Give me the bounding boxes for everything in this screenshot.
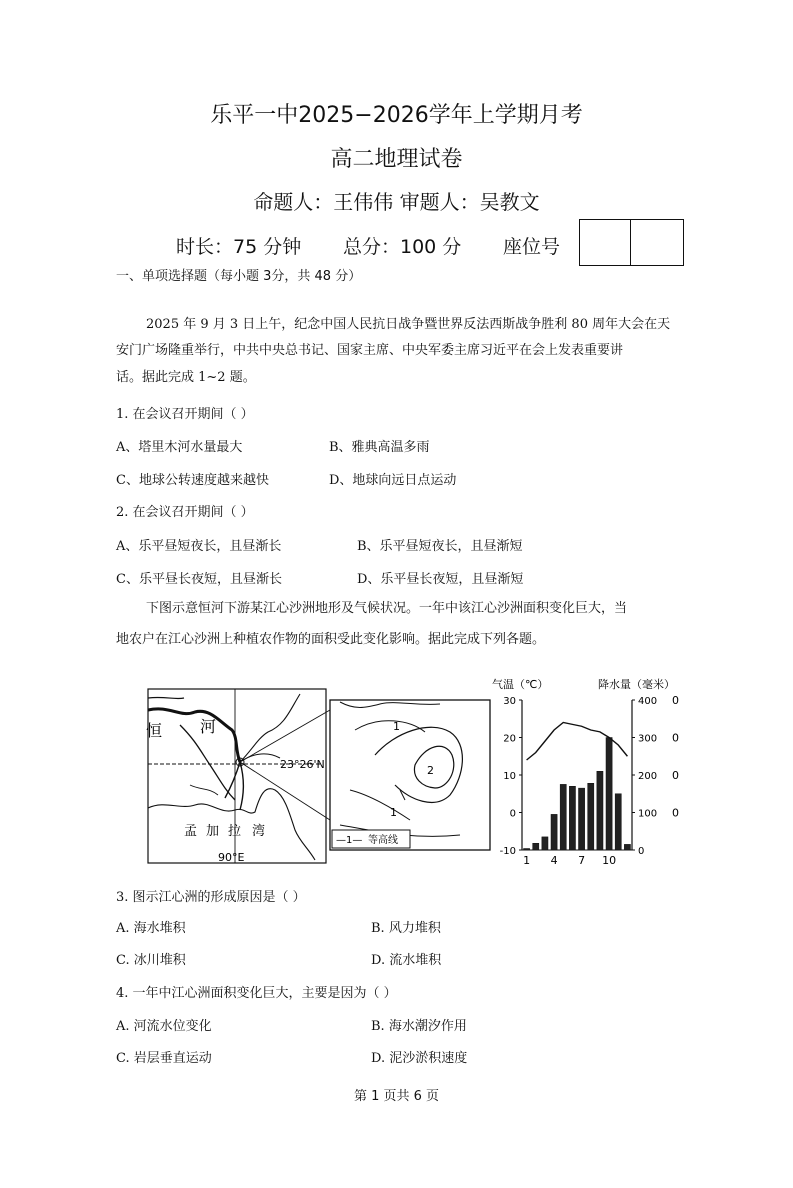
q1-option-c[interactable]: C、地球公转速度越来越快 [116, 473, 269, 488]
precipitation-bar [579, 788, 585, 850]
month-tick-label: 7 [578, 854, 586, 867]
precipitation-bar [560, 784, 566, 850]
passage2-line2: 地农户在江心沙洲上种植农作物的面积受此变化影响。据此完成下列各题。 [116, 632, 546, 647]
exam-title: 乐平一中2025−2026学年上学期月考 [210, 103, 583, 128]
bay-label-2: 加 [206, 824, 220, 839]
meridian-label: 90°E [218, 851, 245, 864]
precipitation-axis-label: 降水量（毫米） [598, 678, 675, 691]
q1-option-a[interactable]: A、塔里木河水量最大 [116, 440, 243, 455]
q2-stem: 2. 在会议召开期间（ ） [116, 505, 254, 520]
exam-authors: 命题人：王伟伟 审题人：吴教文 [253, 190, 540, 214]
month-tick-label: 10 [602, 854, 617, 867]
q2-option-c[interactable]: C、乐平昼长夜短，且昼渐长 [116, 572, 282, 587]
exam-duration: 时长：75 分钟 [176, 236, 302, 258]
temp-tick-label: 30 [503, 696, 516, 707]
q4-option-c[interactable]: C. 岩层垂直运动 [116, 1051, 212, 1066]
q4-option-a[interactable]: A. 河流水位变化 [116, 1019, 212, 1034]
island-inset-map [330, 700, 490, 850]
inset-contour-label-2: 2 [427, 764, 434, 777]
seat-box-2[interactable] [630, 219, 684, 266]
q4-stem: 4. 一年中江心洲面积变化巨大，主要是因为（ ） [116, 986, 397, 1001]
inset-legend-label: 等高线 [368, 835, 398, 846]
q3-option-d[interactable]: D. 流水堆积 [371, 953, 442, 968]
inset-legend-symbol: —1— [336, 835, 363, 846]
q1-stem: 1. 在会议召开期间（ ） [116, 407, 254, 422]
map-label-he: 河 [200, 717, 217, 736]
climate-chart [492, 677, 679, 867]
far-right-tick-label: 0 [672, 694, 679, 707]
exam-total-score: 总分：100 分 [343, 236, 462, 258]
precip-tick-label: 0 [638, 846, 645, 857]
river-island-figure [140, 670, 700, 870]
bay-label-4: 湾 [252, 824, 266, 839]
temp-tick-label: 0 [509, 808, 516, 820]
precipitation-bar [551, 814, 557, 850]
precipitation-bar [542, 837, 548, 850]
inset-contour-label-1b: 1 [390, 806, 397, 819]
q1-option-d[interactable]: D、地球向远日点运动 [329, 473, 457, 488]
far-right-tick-label: 0 [672, 731, 679, 745]
passage1-line3: 话。据此完成 1~2 题。 [116, 370, 256, 385]
bay-label-1: 孟 [184, 824, 198, 839]
temperature-axis-label: 气温（℃） [492, 678, 549, 691]
temp-tick-label: 10 [503, 771, 516, 782]
month-tick-label: 4 [550, 854, 558, 867]
exam-subtitle: 高二地理试卷 [330, 147, 463, 172]
q1-option-b[interactable]: B、雅典高温多雨 [329, 440, 430, 455]
q3-option-a[interactable]: A. 海水堆积 [116, 921, 186, 936]
seat-label: 座位号 [503, 236, 561, 258]
temp-tick-label: -10 [499, 846, 516, 857]
q3-option-c[interactable]: C. 冰川堆积 [116, 953, 186, 968]
passage2-line1: 下图示意恒河下游某江心沙洲地形及气候状况。一年中该江心沙洲面积变化巨大，当 [146, 601, 628, 616]
precipitation-bar [615, 794, 621, 850]
far-right-tick-label: 0 [672, 769, 679, 782]
ganges-delta-map [146, 689, 330, 864]
precipitation-bar [524, 849, 530, 851]
inset-contour-label-1a: 1 [393, 720, 400, 733]
map-label-heng: 恒 [146, 721, 163, 740]
precipitation-bar [588, 783, 594, 850]
q2-option-a[interactable]: A、乐平昼短夜长，且昼渐长 [116, 539, 282, 554]
precipitation-bar [569, 786, 575, 850]
precipitation-bar [606, 738, 612, 851]
q4-option-d[interactable]: D. 泥沙淤积速度 [371, 1051, 468, 1066]
q2-option-d[interactable]: D、乐平昼长夜短，且昼渐短 [357, 572, 524, 587]
q2-option-b[interactable]: B、乐平昼短夜长，且昼渐短 [357, 539, 523, 554]
temp-tick-label: 20 [503, 733, 516, 745]
precipitation-bar [597, 771, 603, 850]
bay-label-3: 拉 [228, 824, 242, 839]
precip-tick-label: 200 [638, 771, 658, 782]
passage1-line2: 安门广场隆重举行，中共中央总书记、国家主席、中央军委主席习近平在会上发表重要讲 [116, 343, 624, 358]
page-number: 第 1 页共 6 页 [353, 1089, 440, 1104]
q3-option-b[interactable]: B. 风力堆积 [371, 921, 441, 936]
tropic-label: 23°26'N [280, 758, 325, 771]
precipitation-bar [533, 843, 539, 850]
q4-option-b[interactable]: B. 海水潮汐作用 [371, 1019, 467, 1034]
seat-box-1[interactable] [579, 219, 631, 266]
far-right-tick-label: 0 [672, 806, 679, 820]
q3-stem: 3. 图示江心洲的形成原因是（ ） [116, 890, 306, 905]
precip-tick-label: 100 [638, 808, 658, 820]
precipitation-bar [624, 844, 630, 850]
section-heading: 一、单项选择题（每小题 3分，共 48 分） [116, 269, 362, 284]
month-tick-label: 1 [523, 854, 531, 867]
passage1-line1: 2025 年 9 月 3 日上午，纪念中国人民抗日战争暨世界反法西斯战争胜利 80 周年大会在天 [146, 317, 671, 332]
precip-tick-label: 300 [638, 733, 658, 745]
precip-tick-label: 400 [638, 696, 658, 707]
